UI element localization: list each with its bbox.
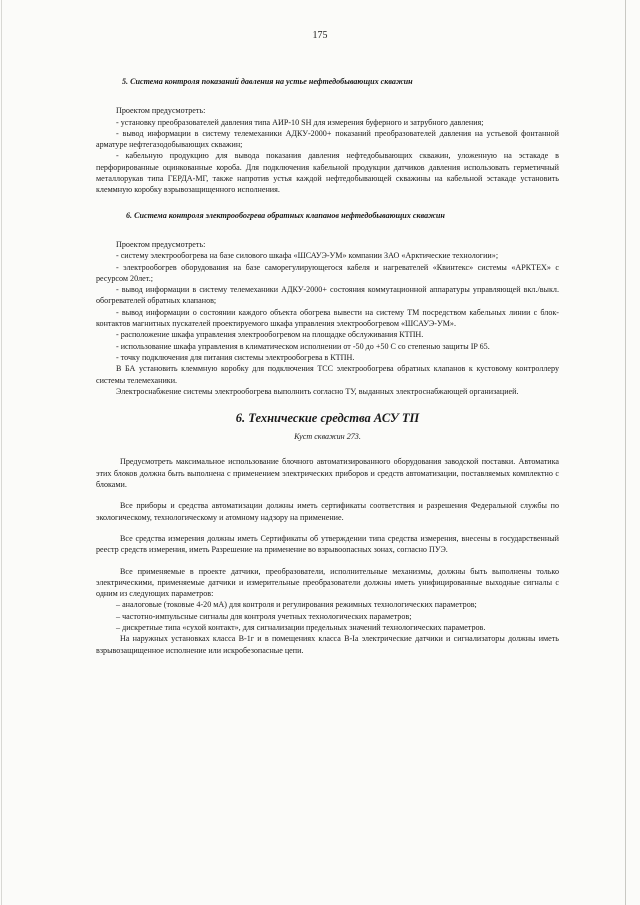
- section-6-heading: 6. Система контроля электрообогрева обратных клапанов нефтедобывающих скважин: [126, 210, 445, 220]
- document-body: [96, 76, 559, 656]
- list-item: – аналоговые (токовые 4-20 мА) для контроля и регулирования режимных технологических параметров;: [116, 600, 477, 610]
- paragraph: - вывод информации в систему телемеханики АДКУ-2000+ состояния коммутационной аппаратуры управляющей вкл./выкл. обогревателей обратных клапанов;: [96, 285, 559, 306]
- paragraph: - расположение шкафа управления электрообогревом на площадке обслуживания КТПН.: [116, 330, 424, 340]
- scan-left-edge: [1, 0, 2, 905]
- paragraph: - точку подключения для питания системы электрообогрева в КТПН.: [116, 352, 355, 362]
- chapter-subtitle: Куст скважин 273.: [294, 432, 361, 442]
- paragraph: - установку преобразователей давления типа АИР-10 SH для измерения буферного и затрубного давления;: [116, 117, 484, 127]
- paragraph: - кабельную продукцию для вывода показания давления нефтедобывающих скважин, уложенную на эстакаде в перфорированные оцинкованные короба. Для подключения кабельной продукции датчиков давления использовать герметичный металлорукав типа ГЕРДА-МГ, также напротив устья каждой нефтедобывающей скважины на кабельной эстакаде установить клеммную коробку взрывозащищенного исполнения.: [96, 151, 559, 195]
- paragraph: В БА установить клеммную коробку для подключения ТСС электрообогрева обратных клапанов к кустовому контроллеру системы телемеханики.: [96, 364, 559, 385]
- paragraph: Электроснабжение системы электрообогрева выполнить согласно ТУ, выданных электроснабжающей организацией.: [116, 386, 519, 396]
- list-item: – частотно-импульсные сигналы для контроля учетных технологических параметров;: [116, 611, 412, 621]
- paragraph: Все применяемые в проекте датчики, преобразователи, исполнительные механизмы, должны быть выполнены только электрическими, применяемые датчики и измерительные преобразователи должны иметь унифицированные выходные сигналы с одним из следующих параметров:: [96, 566, 559, 599]
- page-number: 175: [312, 30, 328, 41]
- paragraph: Предусмотреть максимальное использование блочного автоматизированного оборудования заводской поставки. Автоматика этих блоков должна быть выполнена с применением электрических приборов и средств автоматизации, поставляемых комплектно с блоками.: [96, 457, 559, 490]
- paragraph: Все приборы и средства автоматизации должны иметь сертификаты соответствия и разрешения Федеральной службы по экологическому, технологическому и атомному надзору на применение.: [96, 501, 559, 522]
- list-item: – дискретные типа «сухой контакт», для сигнализации предельных значений технологических параметров.: [116, 622, 486, 632]
- paragraph: - вывод информации о состоянии каждого объекта обогрева вывести на систему ТМ посредством кабельных линии с блок-контактов магнитных пускателей проектируемого шкафа управления электрообогревом «ШСАУЭ-УМ».: [96, 307, 559, 329]
- paragraph: - использование шкафа управления в климатическом исполнении от -50 до +50 С со степенью защиты IP 65.: [116, 341, 490, 351]
- chapter-title: 6. Технические средства АСУ ТП: [235, 411, 420, 426]
- paragraph: - вывод информации в систему телемеханики АДКУ-2000+ показаний преобразователей давления на устьевой фонтанной арматуре нефтегазодобывающих скважин;: [96, 128, 559, 150]
- paragraph: - электрообогрев оборудования на базе саморегулирующегося кабеля и нагревателей «Квинтекс» системы «АРКТЕХ» с ресурсом 20лет.;: [96, 262, 559, 283]
- paragraph: Все средства измерения должны иметь Сертификаты об утверждении типа средства измерения, внесены в государственный реестр средств измерения, иметь Разрешение на применение во взрывоопасных зонах, согласно ПУЭ.: [96, 533, 559, 555]
- paragraph: Проектом предусмотреть:: [116, 106, 206, 116]
- paragraph: - систему электрообогрева на базе силового шкафа «ШСАУЭ-УМ» компании ЗАО «Арктические технологии»;: [116, 251, 499, 261]
- paragraph: На наружных установках класса В-1г и в помещениях класса В-Iа электрические датчики и сигнализаторы должны иметь взрывозащищенное исполнение или искробезопасные цепи.: [96, 634, 559, 655]
- paragraph: Проектом предусмотреть:: [116, 239, 206, 249]
- scan-right-edge: [625, 0, 626, 905]
- section-5-heading: 5. Система контроля показаний давления на устье нефтедобывающих скважин: [122, 77, 413, 86]
